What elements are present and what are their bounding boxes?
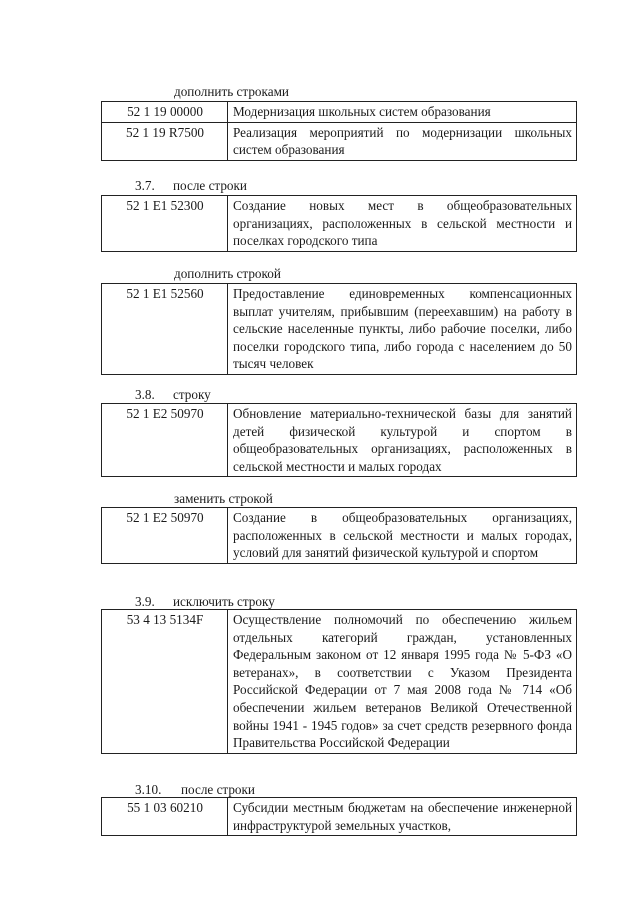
table-row: [102, 610, 577, 754]
section-number: 3.8.: [135, 387, 155, 402]
instruction-text: 3.8. строку: [135, 387, 211, 402]
budget-code: 52 1 E2 50970: [102, 508, 228, 564]
section-number: 3.7.: [135, 178, 155, 193]
table-row: [102, 508, 577, 564]
budget-code: 52 1 19 R7500: [102, 122, 228, 160]
instruction-text: заменить строкой: [174, 491, 273, 506]
instruction-text: 3.10. после строки: [135, 782, 255, 797]
code-table: [101, 507, 577, 564]
code-description: Модернизация школьных систем образования: [228, 102, 577, 123]
instruction-text: дополнить строками: [174, 84, 289, 99]
instruction-text: 3.9. исключить строку: [135, 594, 275, 609]
table-row: [102, 284, 577, 375]
table-row: [102, 798, 577, 836]
table-row: [102, 404, 577, 477]
code-table: [101, 797, 577, 836]
code-table: [101, 283, 577, 375]
budget-code: 52 1 E1 52560: [102, 284, 228, 375]
code-description: Создание новых мест в общеобразовательных организациях, расположенных в сельской местности и поселках городского типа: [228, 196, 577, 252]
code-description: Осуществление полномочий по обеспечению жильем отдельных категорий граждан, установленных Федеральным законом от 12 января 1995 года № 5-ФЗ «О ветеранах», в соответствии с Указом Президента Российской Федерации от 7 мая 2008 года № 714 «Об обеспечении жильем ветеранов Великой Отечественной войны 1941 - 1945 годов» за счет средств резервного фонда Правительства Российской Федерации: [228, 610, 577, 754]
code-table: [101, 195, 577, 252]
instruction-text: дополнить строкой: [174, 266, 281, 281]
code-description: Субсидии местным бюджетам на обеспечение инженерной инфраструктурой земельных участков,: [228, 798, 577, 836]
code-description: Создание в общеобразовательных организациях, расположенных в сельской местности и малых городах, условий для занятий физической культурой и спортом: [228, 508, 577, 564]
code-description: Реализация мероприятий по модернизации школьных систем образования: [228, 122, 577, 160]
code-description: Предоставление единовременных компенсационных выплат учителям, прибывшим (переехавшим) на работу в сельские населенные пункты, либо рабочие поселки, либо поселки городского типа, либо города с населением до 50 тысяч человек: [228, 284, 577, 375]
budget-code: 52 1 19 00000: [102, 102, 228, 123]
section-number: 3.9.: [135, 594, 155, 609]
code-table: [101, 609, 577, 754]
code-table: [101, 101, 577, 161]
code-description: Обновление материально-технической базы для занятий детей физической культурой и спортом в общеобразовательных организациях, расположенных в сельской местности и малых городах: [228, 404, 577, 477]
budget-code: 53 4 13 5134F: [102, 610, 228, 754]
table-row: [102, 122, 577, 160]
table-row: [102, 102, 577, 123]
budget-code: 55 1 03 60210: [102, 798, 228, 836]
instruction-text: 3.7. после строки: [135, 178, 247, 193]
code-table: [101, 403, 577, 477]
table-row: [102, 196, 577, 252]
section-number: 3.10.: [135, 782, 162, 797]
budget-code: 52 1 E2 50970: [102, 404, 228, 477]
budget-code: 52 1 E1 52300: [102, 196, 228, 252]
